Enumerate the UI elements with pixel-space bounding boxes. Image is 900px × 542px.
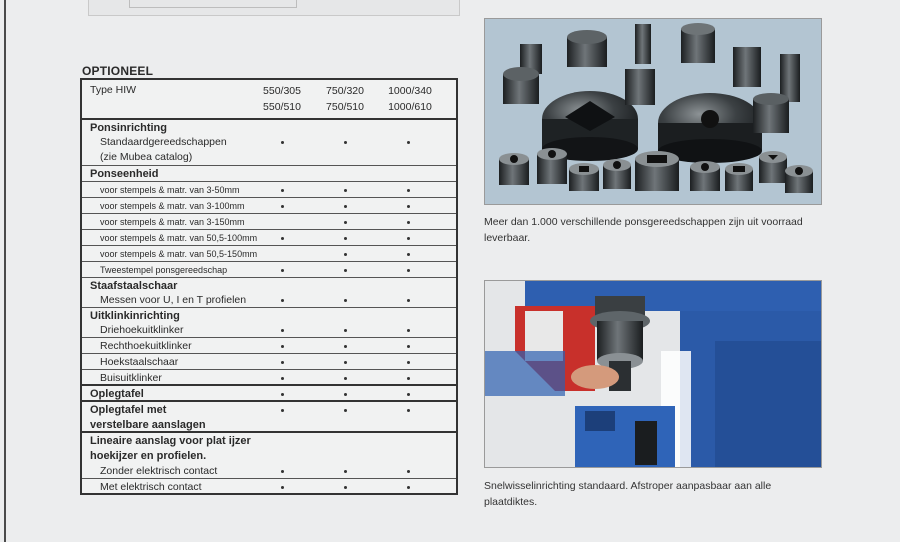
availability-dot: [407, 393, 410, 396]
availability-dot: [344, 409, 347, 412]
availability-dot: [281, 393, 284, 396]
availability-dot: [407, 253, 410, 256]
availability-dot: [344, 486, 347, 489]
punch-tools-illustration: [485, 19, 822, 205]
table-row: Standaardgereedschappen (zie Mubea catalog): [82, 135, 456, 166]
table-header-row: [82, 80, 456, 120]
machine-caption: Snelwisselinrichting standaard. Afstroper aanpasbaar aan alle plaatdiktes.: [484, 480, 772, 508]
table-row: Rechthoekuitklinker: [82, 339, 456, 354]
availability-dot: [407, 205, 410, 208]
group-heading: Staafstaalschaar: [90, 280, 178, 292]
availability-dot: [281, 361, 284, 364]
page-edge-line: [4, 0, 6, 542]
availability-dot: [344, 221, 347, 224]
group-heading: Lineaire aanslag voor plat ijzer hoekijzer en profielen.: [90, 435, 251, 462]
table-row: Driehoekuitklinker: [82, 323, 456, 338]
machine-illustration: [485, 281, 822, 468]
group-heading: Ponseenheid: [82, 167, 456, 182]
availability-dot: [344, 189, 347, 192]
availability-dot: [344, 470, 347, 473]
availability-dot: [344, 205, 347, 208]
column-header-2: 750/320 750/510: [326, 85, 364, 113]
availability-dot: [407, 377, 410, 380]
table-row: Oplegtafel: [82, 387, 456, 402]
availability-dot: [344, 141, 347, 144]
availability-dot: [344, 253, 347, 256]
table-row: Met elektrisch contact: [82, 480, 456, 495]
availability-dot: [281, 299, 284, 302]
availability-dot: [407, 141, 410, 144]
availability-dot: [344, 329, 347, 332]
availability-dot: [281, 237, 284, 240]
availability-dot: [281, 189, 284, 192]
availability-dot: [344, 361, 347, 364]
column-header-3: 1000/340 1000/610: [388, 85, 432, 113]
group-heading: Ponsinrichting: [90, 122, 167, 134]
availability-dot: [407, 237, 410, 240]
table-row: Hoekstaalschaar: [82, 355, 456, 370]
availability-dot: [407, 409, 410, 412]
availability-dot: [344, 377, 347, 380]
tools-caption: Meer dan 1.000 verschillende ponsgereedschappen zijn uit voorraad leverbaar.: [484, 216, 803, 244]
availability-dot: [407, 299, 410, 302]
section-title: OPTIONEEL: [82, 64, 154, 78]
availability-dot: [344, 345, 347, 348]
availability-dot: [407, 269, 410, 272]
availability-dot: [407, 470, 410, 473]
group-heading: Uitklinkinrichting: [90, 310, 180, 322]
availability-dot: [407, 189, 410, 192]
availability-dot: [281, 409, 284, 412]
availability-dot: [407, 361, 410, 364]
availability-dot: [407, 345, 410, 348]
table-row: Messen voor U, I en T profielen: [82, 293, 456, 308]
availability-dot: [344, 269, 347, 272]
punch-tools-photo: [484, 18, 822, 205]
availability-dot: [407, 329, 410, 332]
top-frame: [88, 0, 460, 16]
availability-dot: [407, 221, 410, 224]
availability-dot: [281, 269, 284, 272]
availability-dot: [281, 141, 284, 144]
availability-dot: [344, 299, 347, 302]
quick-change-photo: [484, 280, 822, 468]
table-row: voor stempels & matr. van 3-100mm: [82, 199, 456, 214]
availability-dot: [281, 345, 284, 348]
availability-dot: [344, 237, 347, 240]
options-table: [80, 78, 458, 495]
table-row: Tweestempel ponsgereedschap: [82, 263, 456, 278]
availability-dot: [281, 205, 284, 208]
availability-dot: [407, 486, 410, 489]
table-row: voor stempels & matr. van 3-150mm: [82, 215, 456, 230]
table-row: Oplegtafel met verstelbare aanslagen: [82, 403, 456, 433]
availability-dot: [281, 486, 284, 489]
table-row: Buisuitklinker: [82, 371, 456, 386]
availability-dot: [281, 329, 284, 332]
availability-dot: [281, 377, 284, 380]
availability-dot: [344, 393, 347, 396]
type-label: Type HIW: [90, 84, 137, 96]
table-row: voor stempels & matr. van 3-50mm: [82, 183, 456, 198]
table-row: Zonder elektrisch contact: [82, 464, 456, 479]
availability-dot: [281, 470, 284, 473]
table-row: voor stempels & matr. van 50,5-100mm: [82, 231, 456, 246]
table-row: voor stempels & matr. van 50,5-150mm: [82, 247, 456, 262]
column-header-1: 550/305 550/510: [263, 85, 301, 113]
